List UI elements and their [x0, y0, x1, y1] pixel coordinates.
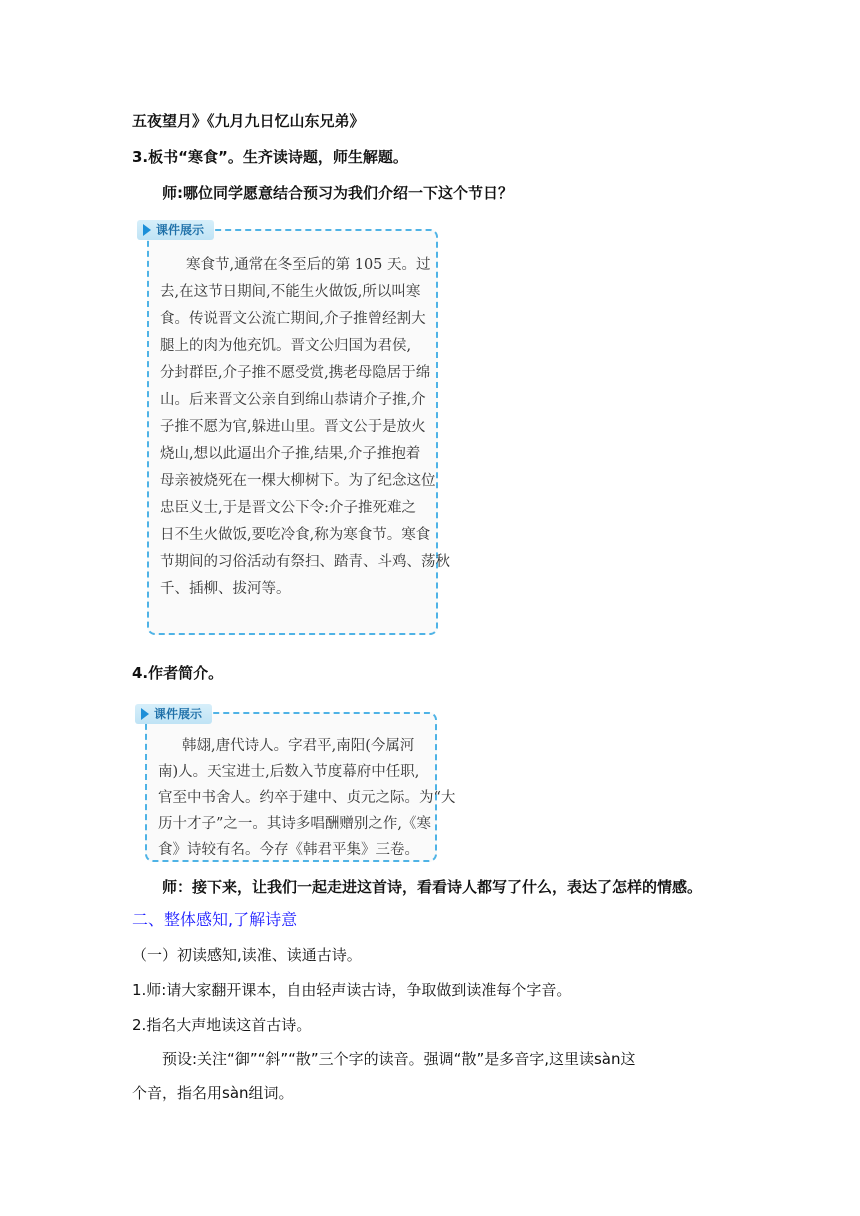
section-heading: 二、整体感知,了解诗意	[132, 910, 298, 929]
panel-2-line: 官至中书舍人。约卒于建中、贞元之际。为“大	[158, 790, 456, 806]
panel-2-line: 食》诗较有名。今存《韩君平集》三卷。	[158, 842, 419, 858]
panel-1-line: 子推不愿为官,躲进山里。晋文公于是放火	[160, 419, 426, 435]
panel-1-line: 节期间的习俗活动有祭扫、踏青、斗鸡、荡秋	[160, 554, 450, 570]
panel-1-line: 腿上的肉为他充饥。晋文公归国为君侯,	[160, 338, 412, 354]
text-line-4: 4.作者简介。	[132, 664, 224, 682]
panel-1-line: 烧山,想以此逼出介子推,结果,介子推抱着	[160, 446, 421, 462]
courseware-tag-1	[137, 220, 214, 240]
text-line-10: 个音，指名用sàn组词。	[132, 1084, 294, 1102]
text-line-9: 预设:关注“御”“斜”“散”三个字的读音。强调“散”是多音字,这里读sàn这	[162, 1050, 636, 1068]
panel-1-line: 日不生火做饭,要吃冷食,称为寒食节。寒食	[160, 527, 431, 543]
courseware-tag-label: 课件展示	[156, 223, 205, 237]
play-triangle-icon	[141, 708, 149, 720]
panel-1-line: 寒食节,通常在冬至后的第 105 天。过	[186, 257, 431, 273]
panel-1-line: 分封群臣,介子推不愿受赏,携老母隐居于绵	[160, 365, 431, 381]
panel-1-line: 去,在这节日期间,不能生火做饭,所以叫寒	[160, 284, 421, 300]
play-triangle-icon	[143, 224, 151, 236]
text-line-7: 1.师:请大家翻开课本，自由轻声读古诗，争取做到读准每个字音。	[132, 981, 572, 999]
panel-2-line: 南)人。天宝进士,后数入节度幕府中任职,	[158, 764, 420, 780]
text-line-5: 师：接下来，让我们一起走进这首诗，看看诗人都写了什么，表达了怎样的情感。	[162, 878, 703, 896]
panel-2-line: 历十才子”之一。其诗多唱酬赠别之作,《寒	[158, 816, 432, 832]
panel-1-line: 千、插柳、拔河等。	[160, 581, 291, 597]
panel-1-line: 母亲被烧死在一棵大柳树下。为了纪念这位	[160, 473, 436, 489]
text-line-1: 五夜望月》《九月九日忆山东兄弟》	[132, 112, 365, 130]
courseware-tag-label: 课件展示	[154, 707, 203, 721]
courseware-tag-2	[135, 704, 212, 724]
text-line-2: 3.板书“寒食”。生齐读诗题，师生解题。	[132, 148, 408, 166]
text-line-8: 2.指名大声地读这首古诗。	[132, 1016, 312, 1034]
panel-1-line: 山。后来晋文公亲自到绵山恭请介子推,介	[160, 392, 426, 408]
panel-1-line: 忠臣义士,于是晋文公下令:介子推死难之	[160, 500, 416, 516]
panel-1-line: 食。传说晋文公流亡期间,介子推曾经割大	[160, 311, 426, 327]
text-line-6: （一）初读感知,读准、读通古诗。	[132, 946, 362, 964]
panel-2-line: 韩翃,唐代诗人。字君平,南阳(今属河	[182, 738, 415, 754]
text-line-3: 师:哪位同学愿意结合预习为我们介绍一下这个节日？	[162, 184, 514, 202]
